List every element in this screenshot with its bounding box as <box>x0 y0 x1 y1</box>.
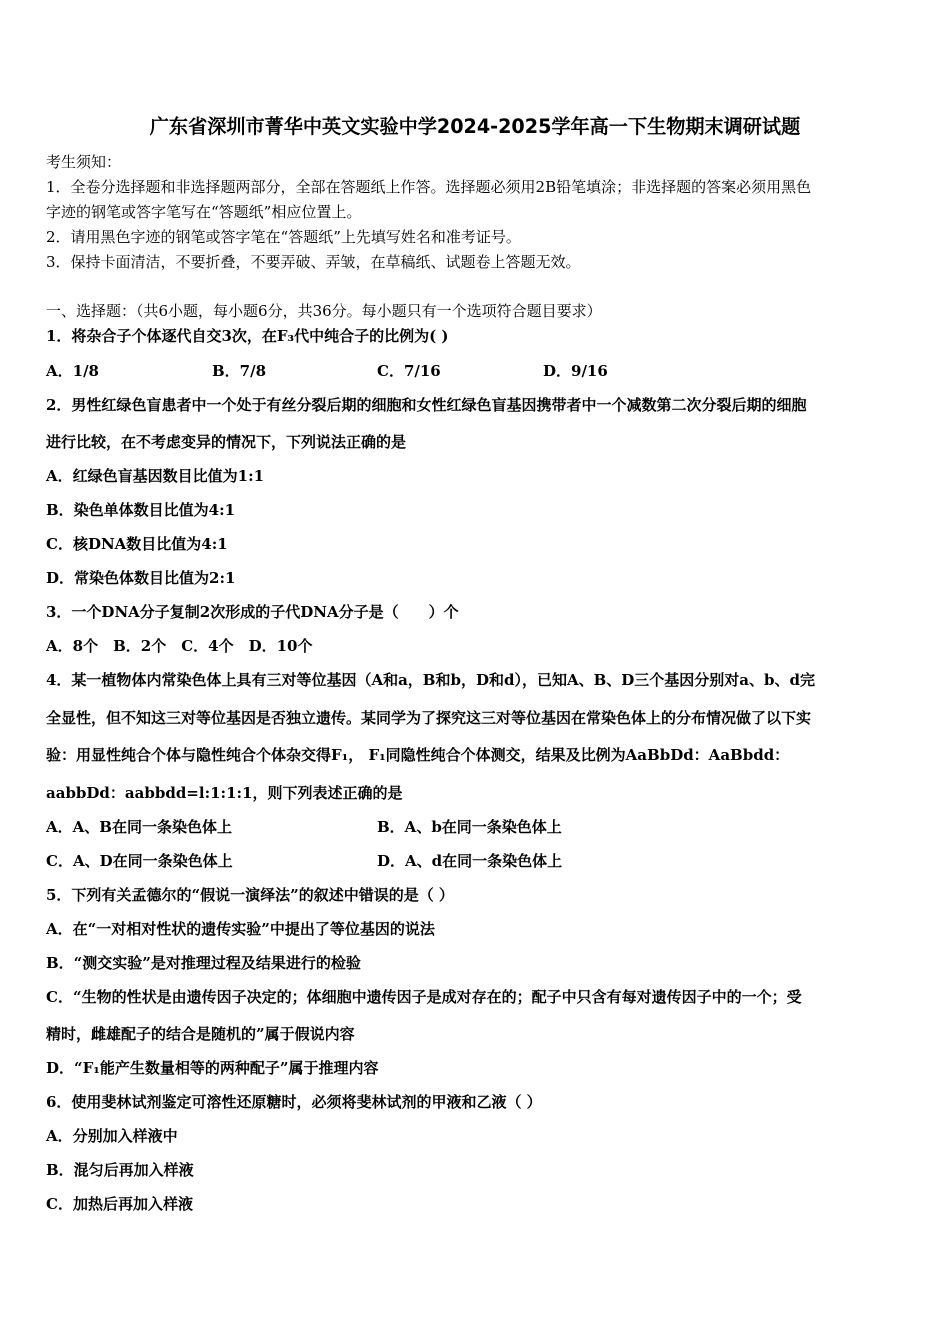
section-heading: 一、选择题：（共6小题，每小题6分，共36分。每小题只有一个选项符合题目要求） <box>46 302 602 320</box>
q6-option-a: A．分别加入样液中 <box>46 1127 178 1145</box>
q2-option-a: A．红绿色盲基因数目比值为1:1 <box>46 467 265 485</box>
question-3-stem: 3．一个DNA分子复制2次形成的子代DNA分子是（ ）个 <box>46 603 459 621</box>
q1-option-b: B．7/8 <box>212 362 267 380</box>
question-4-stem: 4．某一植物体内常染色体上具有三对等位基因（A和a，B和b，D和d），已知A、B、D三个基因分别对a、b、d完 <box>46 671 815 689</box>
q5-option-b: B．“测交实验”是对推理过程及结果进行的检验 <box>46 954 361 972</box>
question-4-stem: 全显性，但不知这三对等位基因是否独立遗传。某同学为了探究这三对等位基因在常染色体上的分布情况做了以下实 <box>46 709 812 727</box>
q1-option-a: A．1/8 <box>46 362 99 380</box>
q4-option-b: B．A、b在同一条染色体上 <box>377 818 562 836</box>
question-4-stem: aabbDd：aabbdd=l:1:1:1，则下列表述正确的是 <box>46 784 403 802</box>
question-1-stem: 1．将杂合子个体逐代自交3次，在F₃代中纯合子的比例为( ) <box>46 327 449 345</box>
q6-option-c: C．加热后再加入样液 <box>46 1195 193 1213</box>
q4-option-c: C．A、D在同一条染色体上 <box>46 852 233 870</box>
notice-item: 1．全卷分选择题和非选择题两部分，全部在答题纸上作答。选择题必须用2B铅笔填涂；非选择题的答案必须用黑色 <box>46 178 812 196</box>
q5-option-c: C．“生物的性状是由遗传因子决定的；体细胞中遗传因子是成对存在的；配子中只含有每对遗传因子中的一个；受 <box>46 988 802 1006</box>
q4-option-a: A．A、B在同一条染色体上 <box>46 818 232 836</box>
q2-option-d: D．常染色体数目比值为2:1 <box>46 569 236 587</box>
notice-heading: 考生须知： <box>46 153 122 171</box>
question-5-stem: 5．下列有关孟德尔的“假说一演绎法”的叙述中错误的是（ ） <box>46 886 454 904</box>
q1-option-c: C．7/16 <box>377 362 441 380</box>
q2-option-c: C．核DNA数目比值为4:1 <box>46 535 228 553</box>
notice-item: 3．保持卡面清洁，不要折叠，不要弄破、弄皱，在草稿纸、试题卷上答题无效。 <box>46 253 581 271</box>
question-2-stem: 2．男性红绿色盲患者中一个处于有丝分裂后期的细胞和女性红绿色盲基因携带者中一个减数第二次分裂后期的细胞 <box>46 396 807 414</box>
page-title: 广东省深圳市菁华中英文实验中学2024-2025学年高一下生物期末调研试题 <box>149 115 801 138</box>
notice-item: 2．请用黑色字迹的钢笔或答字笔在“答题纸”上先填写姓名和准考证号。 <box>46 228 521 246</box>
q5-option-d: D．“F₁能产生数量相等的两种配子”属于推理内容 <box>46 1059 379 1077</box>
notice-item: 字迹的钢笔或答字笔写在“答题纸”相应位置上。 <box>46 203 362 221</box>
q5-option-a: A．在“一对相对性状的遗传实验”中提出了等位基因的说法 <box>46 920 435 938</box>
q1-option-d: D．9/16 <box>543 362 608 380</box>
question-2-stem: 进行比较，在不考虑变异的情况下，下列说法正确的是 <box>46 433 407 451</box>
question-4-stem: 验：用显性纯合个体与隐性纯合个体杂交得F₁， F₁同隐性纯合个体测交，结果及比例为AaBbDd：AaBbdd： <box>46 746 790 764</box>
q4-option-d: D．A、d在同一条染色体上 <box>377 852 563 870</box>
question-6-stem: 6．使用斐林试剂鉴定可溶性还原糖时，必须将斐林试剂的甲液和乙液（ ） <box>46 1093 542 1111</box>
q5-option-c: 精时，雌雄配子的结合是随机的”属于假说内容 <box>46 1025 355 1043</box>
q2-option-b: B．染色单体数目比值为4:1 <box>46 501 236 519</box>
q3-options: A．8个 B．2个 C．4个 D．10个 <box>46 637 313 655</box>
q6-option-b: B．混匀后再加入样液 <box>46 1161 194 1179</box>
